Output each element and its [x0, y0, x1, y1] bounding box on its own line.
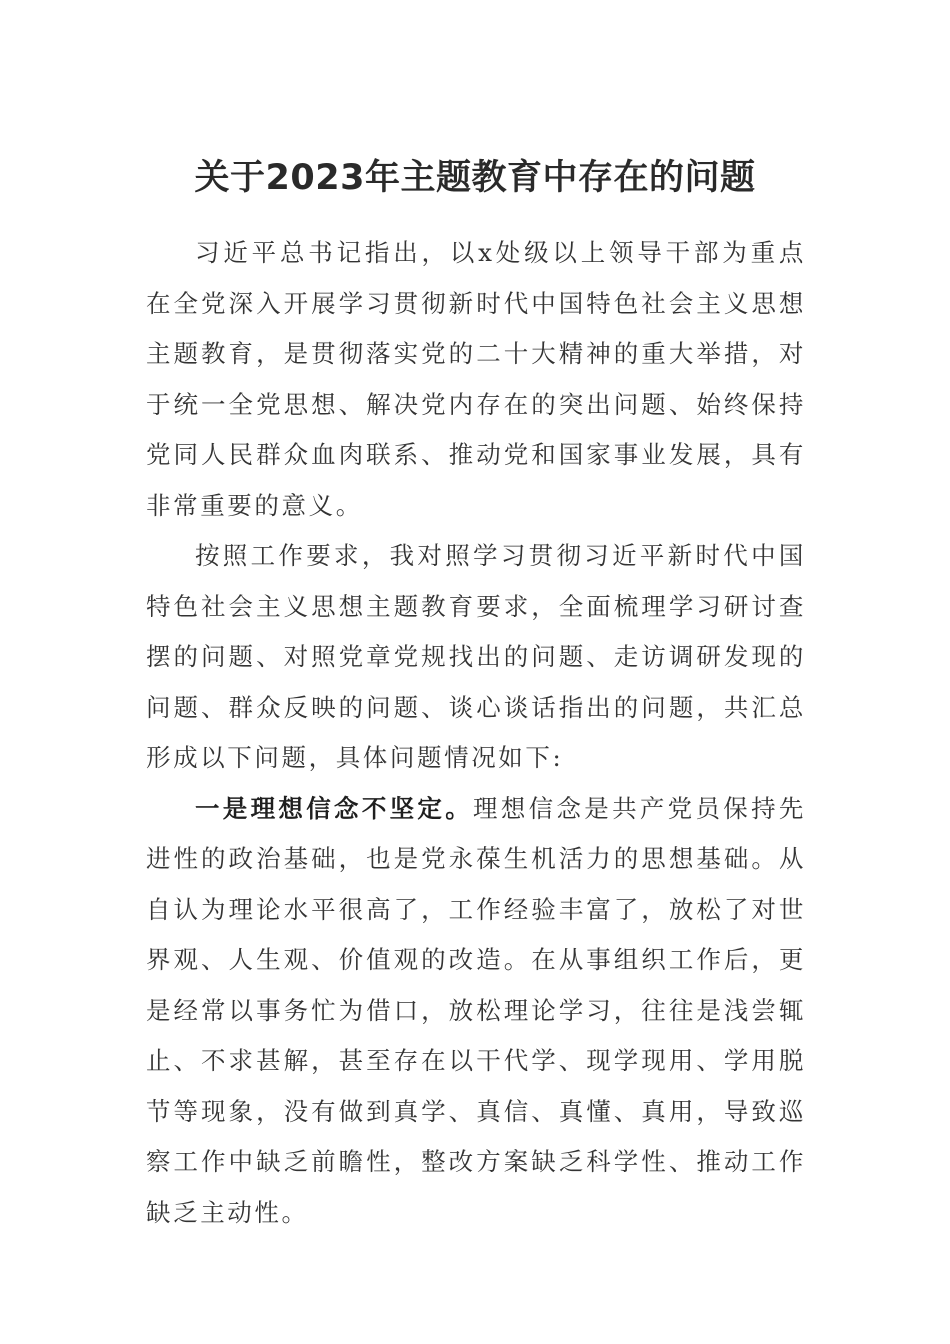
- issue-heading: 一是理想信念不坚定。: [195, 793, 474, 823]
- document-title: 关于2023年主题教育中存在的问题: [194, 158, 756, 198]
- paragraph-text: 习近平总书记指出，以x处级以上领导干部为重点在全党深入开展学习贯彻新时代中国特色社会主义思想主题教育，是贯彻落实党的二十大精神的重大举措，对于统一全党思想、解决党内存在的突出问题、始终保持党同人民群众血肉联系、推动党和国家事业发展，具有非常重要的意义。: [146, 238, 806, 520]
- paragraph-work-requirements: [146, 531, 806, 784]
- paragraph-text: 按照工作要求，我对照学习贯彻习近平新时代中国特色社会主义思想主题教育要求，全面梳理学习研讨查摆的问题、对照党章党规找出的问题、走访调研发现的问题、群众反映的问题、谈心谈话指出的问题，共汇总形成以下问题，具体问题情况如下:: [146, 541, 806, 772]
- paragraph-intro: [146, 228, 806, 531]
- document-body: [146, 228, 806, 1238]
- paragraph-text: 理想信念是共产党员保持先进性的政治基础，也是党永葆生机活力的思想基础。从自认为理论水平很高了，工作经验丰富了，放松了对世界观、人生观、价值观的改造。在从事组织工作后，更是经常以事务忙为借口，放松理论学习，往往是浅尝辄止、不求甚解，甚至存在以干代学、现学现用、学用脱节等现象，没有做到真学、真信、真懂、真用，导致巡察工作中缺乏前瞻性，整改方案缺乏科学性、推动工作缺乏主动性。: [146, 793, 806, 1227]
- paragraph-issue-one: [146, 784, 806, 1239]
